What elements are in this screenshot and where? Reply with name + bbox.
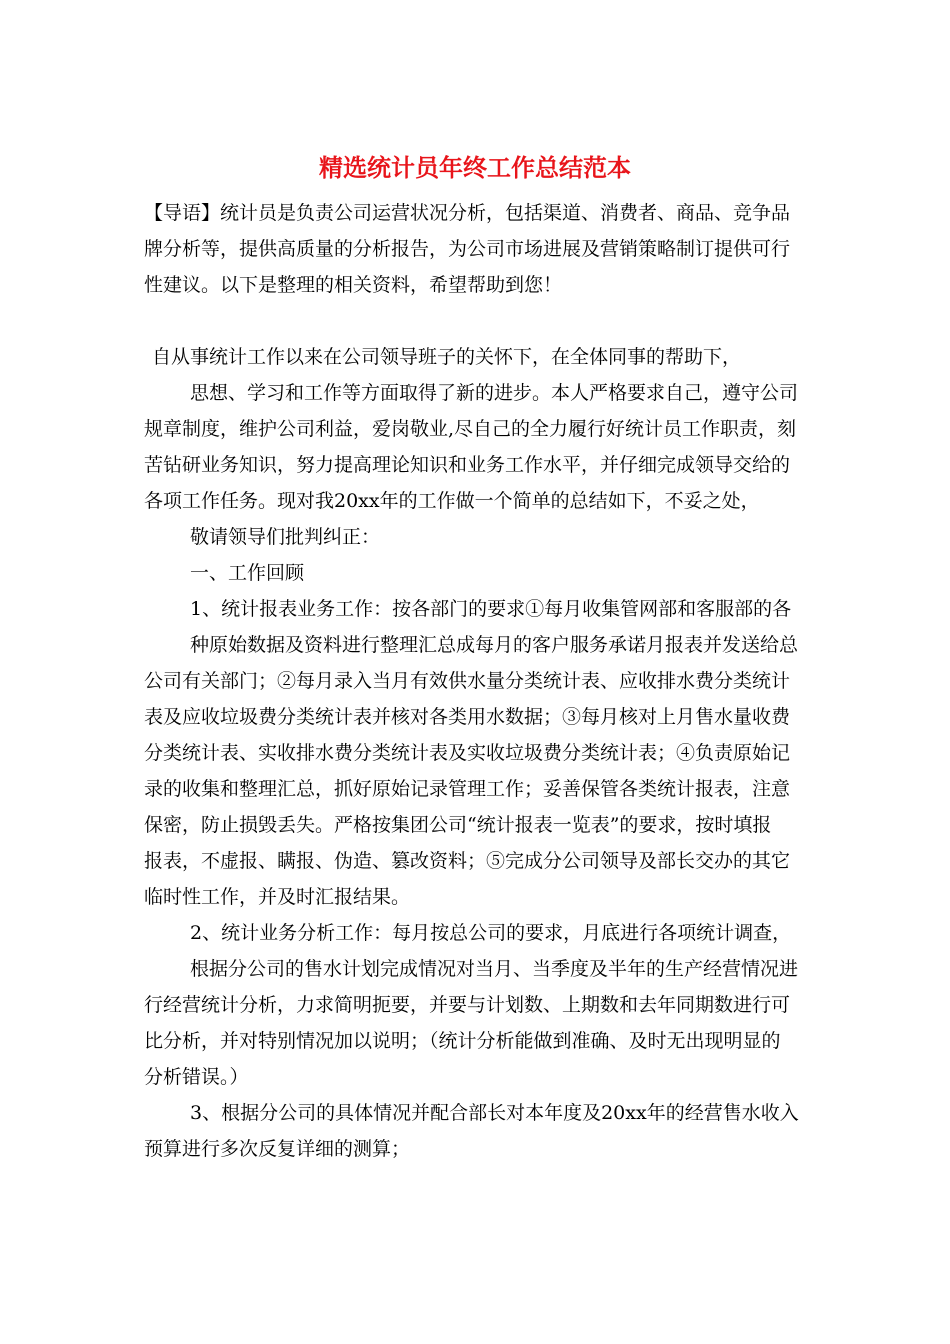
body-line: 3、根据分公司的具体情况并配合部长对本年度及20xx年的经营售水收入 [190, 1102, 799, 1124]
intro-line-1: 【导语】统计员是负责公司运营状况分析，包括渠道、消费者、商品、竞争品 [144, 202, 791, 224]
body-line: 苦钻研业务知识，努力提高理论知识和业务工作水平，并仔细完成领导交给的 [144, 454, 791, 476]
body-line: 临时性工作，并及时汇报结果。 [144, 886, 411, 908]
body-line: 表及应收垃圾费分类统计表并核对各类用水数据；③每月核对上月售水量收费 [144, 706, 791, 728]
body-line: 2、统计业务分析工作：每月按总公司的要求，月底进行各项统计调查， [190, 922, 792, 944]
body-line: 分析错误。） [144, 1066, 249, 1088]
body-line: 预算进行多次反复详细的测算； [144, 1138, 411, 1160]
body-line: 行经营统计分析，力求简明扼要，并要与计划数、上期数和去年同期数进行可 [144, 994, 791, 1016]
section-heading: 一、工作回顾 [190, 562, 305, 584]
body-line: 种原始数据及资料进行整理汇总成每月的客户服务承诺月报表并发送给总 [190, 634, 799, 656]
body-line: 思想、学习和工作等方面取得了新的进步。本人严格要求自己，遵守公司 [190, 382, 799, 404]
body-line: 各项工作任务。现对我20xx年的工作做一个简单的总结如下，不妥之处， [144, 490, 760, 512]
body-line: 公司有关部门；②每月录入当月有效供水量分类统计表、应收排水费分类统计 [144, 670, 791, 692]
body-line: 分类统计表、实收排水费分类统计表及实收垃圾费分类统计表；④负责原始记 [144, 742, 791, 764]
document-title: 精选统计员年终工作总结范本 [319, 153, 631, 182]
body-line: 保密，防止损毁丢失。严格按集团公司“统计报表一览表”的要求，按时填报 [144, 814, 772, 836]
body-line: 规章制度，维护公司利益，爱岗敬业,尽自己的全力履行好统计员工作职责，刻 [144, 418, 797, 440]
body-line: 根据分公司的售水计划完成情况对当月、当季度及半年的生产经营情况进 [190, 958, 799, 980]
body-line: 录的收集和整理汇总，抓好原始记录管理工作；妥善保管各类统计报表，注意 [144, 778, 791, 800]
intro-line-2: 牌分析等，提供高质量的分析报告，为公司市场进展及营销策略制订提供可行 [144, 238, 791, 260]
body-line: 1、统计报表业务工作：按各部门的要求①每月收集管网部和客服部的各 [190, 598, 792, 620]
body-line: 自从事统计工作以来在公司领导班子的关怀下，在全体同事的帮助下， [152, 346, 742, 368]
body-line: 比分析，并对特别情况加以说明；（统计分析能做到准确、及时无出现明显的 [144, 1030, 781, 1052]
body-line: 报表，不虚报、瞒报、伪造、篡改资料；⑤完成分公司领导及部长交办的其它 [144, 850, 791, 872]
body-line: 敬请领导们批判纠正： [190, 526, 381, 548]
intro-line-3: 性建议。以下是整理的相关资料，希望帮助到您！ [144, 274, 563, 296]
